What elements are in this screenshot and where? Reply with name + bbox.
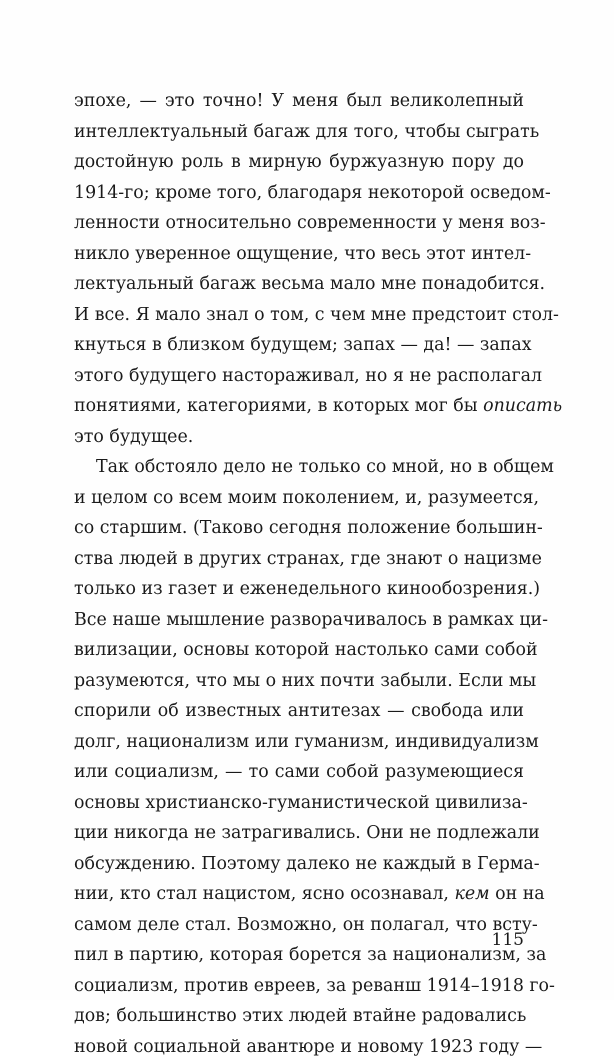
text-line: никло уверенное ощущение, что весь этот интел- (74, 239, 524, 270)
page-number: 115 (478, 930, 524, 950)
text-segment: нии, кто стал нацистом, ясно осознавал, (74, 884, 454, 904)
text-line: ции никогда не затрагивались. Они не подлежали (74, 818, 524, 849)
text-line: или социализм, — то сами собой разумеющиеся (74, 757, 524, 788)
text-line: новой социальной авантюре и новому 1923 году — (74, 1032, 524, 1062)
text-line: только из газет и еженедельного кинообозрения.) (74, 574, 524, 605)
text-line: разумеются, что мы о них почти забыли. Если мы (74, 666, 524, 697)
text-segment: он на (490, 884, 545, 904)
text-line: лектуальный багаж весьма мало мне понадобится. (74, 269, 524, 300)
text-line: Так обстояло дело не только со мной, но в общем (74, 452, 524, 483)
text-line: ленности относительно современности у меня воз- (74, 208, 524, 239)
text-line: основы христианско-гуманистической цивилиза- (74, 788, 524, 819)
text-line: ства людей в других странах, где знают о нацизме (74, 544, 524, 575)
text-line: кнуться в близком будущем; запах — да! — запах (74, 330, 524, 361)
text-line: пил в партию, которая борется за национализм, за (74, 940, 524, 971)
text-line: самом деле стал. Возможно, он полагал, что всту- (74, 910, 524, 941)
text-line: и целом со всем моим поколением, и, разумеется, (74, 483, 524, 514)
text-line: вилизации, основы которой настолько сами собой (74, 635, 524, 666)
text-line: со старшим. (Таково сегодня положение большин- (74, 513, 524, 544)
text-segment: понятиями, категориями, в которых мог бы (74, 396, 483, 416)
text-line: долг, национализм или гуманизм, индивидуализм (74, 727, 524, 758)
text-line: Все наше мышление разворачивалось в рамках ци- (74, 605, 524, 636)
text-line: И все. Я мало знал о том, с чем мне предстоит стол- (74, 300, 524, 331)
text-line: достойную роль в мирную буржуазную пору до (74, 147, 524, 178)
text-line: спорили об известных антитезах — свобода или (74, 696, 524, 727)
text-line-with-emphasis (74, 391, 524, 422)
text-line: 1914-го; кроме того, благодаря некоторой осведом- (74, 178, 524, 209)
body-text (74, 86, 524, 1062)
text-line: социализм, против евреев, за реванш 1914–1918 го- (74, 971, 524, 1002)
text-line-with-emphasis (74, 879, 524, 910)
text-line: интеллектуальный багаж для того, чтобы сыграть (74, 117, 524, 148)
text-line: этого будущего настораживал, но я не располагал (74, 361, 524, 392)
emphasized-word: описать (483, 396, 562, 416)
text-line: обсуждению. Поэтому далеко не каждый в Герма- (74, 849, 524, 880)
text-line: эпохе, — это точно! У меня был великолепный (74, 86, 524, 117)
emphasized-word: кем (454, 884, 489, 904)
text-line: это будущее. (74, 422, 524, 453)
text-line: дов; большинство этих людей втайне радовались (74, 1001, 524, 1032)
